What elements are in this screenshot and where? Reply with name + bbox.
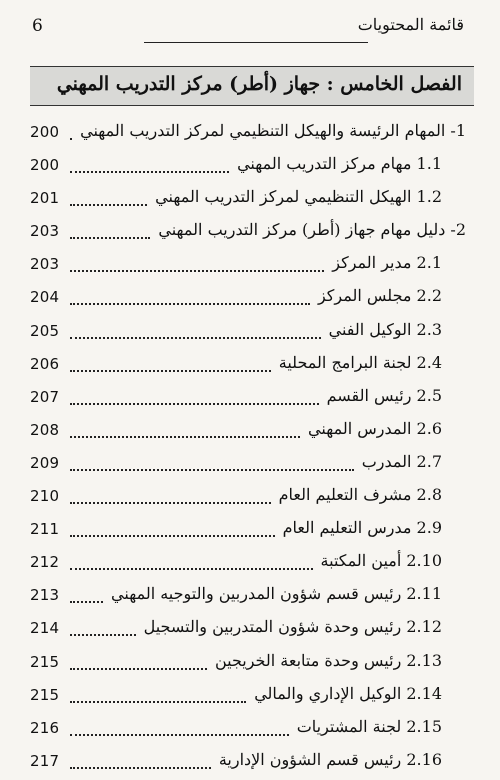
dot-leader bbox=[70, 436, 300, 438]
toc-entry bbox=[30, 317, 474, 350]
toc-entry bbox=[30, 250, 474, 283]
toc-entry-label: 1- المهام الرئيسة والهيكل التنظيمي لمركز التدريب المهني bbox=[80, 121, 466, 140]
toc-entry-label: 2.14 الوكيل الإداري والمالي bbox=[254, 683, 442, 703]
chapter-title: الفصل الخامس : جهاز (أطر) مركز التدريب المهني bbox=[56, 73, 462, 95]
toc-entry-label: 1.2 الهيكل التنظيمي لمركز التدريب المهني bbox=[155, 187, 442, 207]
toc-entry bbox=[30, 482, 474, 515]
dot-leader bbox=[70, 204, 147, 206]
toc-page-number: 206 bbox=[30, 354, 60, 373]
dot-leader bbox=[70, 668, 207, 670]
toc-entry-label: 1.1 مهام مركز التدريب المهني bbox=[237, 154, 442, 174]
toc-page-number: 217 bbox=[30, 751, 60, 770]
toc-entry bbox=[30, 614, 474, 647]
dot-leader bbox=[70, 601, 103, 603]
toc-page-number: 215 bbox=[30, 685, 60, 704]
toc-page-number: 216 bbox=[30, 718, 60, 737]
toc-entry-label: 2.13 رئيس وحدة متابعة الخريجين bbox=[214, 650, 442, 670]
toc-entry-label: 2.11 رئيس قسم شؤون المدربين والتوجيه المهني bbox=[111, 584, 442, 604]
toc-entry-label: 2.8 مشرف التعليم العام bbox=[278, 485, 442, 505]
toc-entry bbox=[30, 449, 474, 482]
toc-entry bbox=[30, 383, 474, 416]
dot-leader bbox=[70, 138, 72, 140]
toc-entry-label: 2.16 رئيس قسم الشؤون الإدارية bbox=[218, 749, 442, 769]
dot-leader bbox=[70, 469, 354, 471]
toc-page-number: 203 bbox=[30, 222, 60, 241]
toc-entry-label: 2.4 لجنة البرامج المحلية bbox=[278, 352, 442, 372]
toc-entry bbox=[30, 681, 474, 714]
toc-entry bbox=[30, 581, 474, 614]
toc-entry-label: 2.6 المدرس المهني bbox=[308, 418, 442, 438]
toc-entry bbox=[30, 217, 474, 250]
dot-leader bbox=[70, 568, 313, 570]
dot-leader bbox=[70, 270, 324, 272]
dot-leader bbox=[70, 237, 150, 239]
running-title: قائمة المحتويات bbox=[357, 15, 464, 34]
table-of-contents bbox=[30, 118, 474, 780]
dot-leader bbox=[70, 502, 271, 504]
toc-entry-label: 2.1 مدير المركز bbox=[332, 253, 442, 273]
dot-leader bbox=[70, 535, 275, 537]
running-header bbox=[32, 12, 464, 40]
toc-page-number: 201 bbox=[30, 189, 60, 208]
toc-entry bbox=[30, 648, 474, 681]
toc-entry bbox=[30, 283, 474, 316]
dot-leader bbox=[70, 403, 319, 405]
toc-page-number: 214 bbox=[30, 619, 60, 638]
toc-page-number: 204 bbox=[30, 288, 60, 307]
dot-leader bbox=[70, 734, 289, 736]
header-rule bbox=[144, 42, 368, 43]
toc-entry bbox=[30, 548, 474, 581]
toc-page-number: 203 bbox=[30, 255, 60, 274]
toc-entry bbox=[30, 118, 474, 151]
toc-entry bbox=[30, 515, 474, 548]
toc-entry-label: 2.2 مجلس المركز bbox=[317, 286, 442, 306]
toc-page-number: 209 bbox=[30, 453, 60, 472]
toc-entry bbox=[30, 151, 474, 184]
dot-leader bbox=[70, 370, 271, 372]
toc-page-number: 210 bbox=[30, 487, 60, 506]
toc-page-number: 213 bbox=[30, 586, 60, 605]
toc-entry-label: 2.15 لجنة المشتريات bbox=[296, 716, 442, 736]
toc-page-number: 200 bbox=[30, 156, 60, 175]
dot-leader bbox=[70, 634, 136, 636]
toc-entry bbox=[30, 184, 474, 217]
toc-page-number: 215 bbox=[30, 652, 60, 671]
toc-page-number: 207 bbox=[30, 387, 60, 406]
toc-entry bbox=[30, 416, 474, 449]
toc-page-number: 211 bbox=[30, 520, 60, 539]
dot-leader bbox=[70, 767, 211, 769]
dot-leader bbox=[70, 303, 310, 305]
dot-leader bbox=[70, 337, 321, 339]
toc-entry-label: 2.3 الوكيل الفني bbox=[328, 319, 442, 339]
chapter-heading-band bbox=[30, 66, 474, 106]
toc-entry bbox=[30, 714, 474, 747]
toc-entry-label: 2.10 أمين المكتبة bbox=[320, 551, 442, 571]
toc-entry-label: 2- دليل مهام جهاز (أطر) مركز التدريب المهني bbox=[158, 220, 466, 240]
page-number: 6 bbox=[32, 16, 43, 36]
toc-page-number: 208 bbox=[30, 420, 60, 439]
toc-entry-label: 2.9 مدرس التعليم العام bbox=[282, 518, 442, 538]
toc-entry bbox=[30, 747, 474, 780]
toc-entry-label: 2.12 رئيس وحدة شؤون المتدربين والتسجيل bbox=[143, 617, 442, 637]
toc-entry-label: 2.7 المدرب bbox=[361, 451, 442, 471]
dot-leader bbox=[70, 171, 229, 173]
dot-leader bbox=[70, 701, 246, 703]
toc-page-number: 205 bbox=[30, 321, 60, 340]
toc-entry bbox=[30, 350, 474, 383]
toc-page-number: 212 bbox=[30, 553, 60, 572]
toc-entry-label: 2.5 رئيس القسم bbox=[326, 385, 442, 405]
toc-page-number: 200 bbox=[30, 123, 60, 141]
